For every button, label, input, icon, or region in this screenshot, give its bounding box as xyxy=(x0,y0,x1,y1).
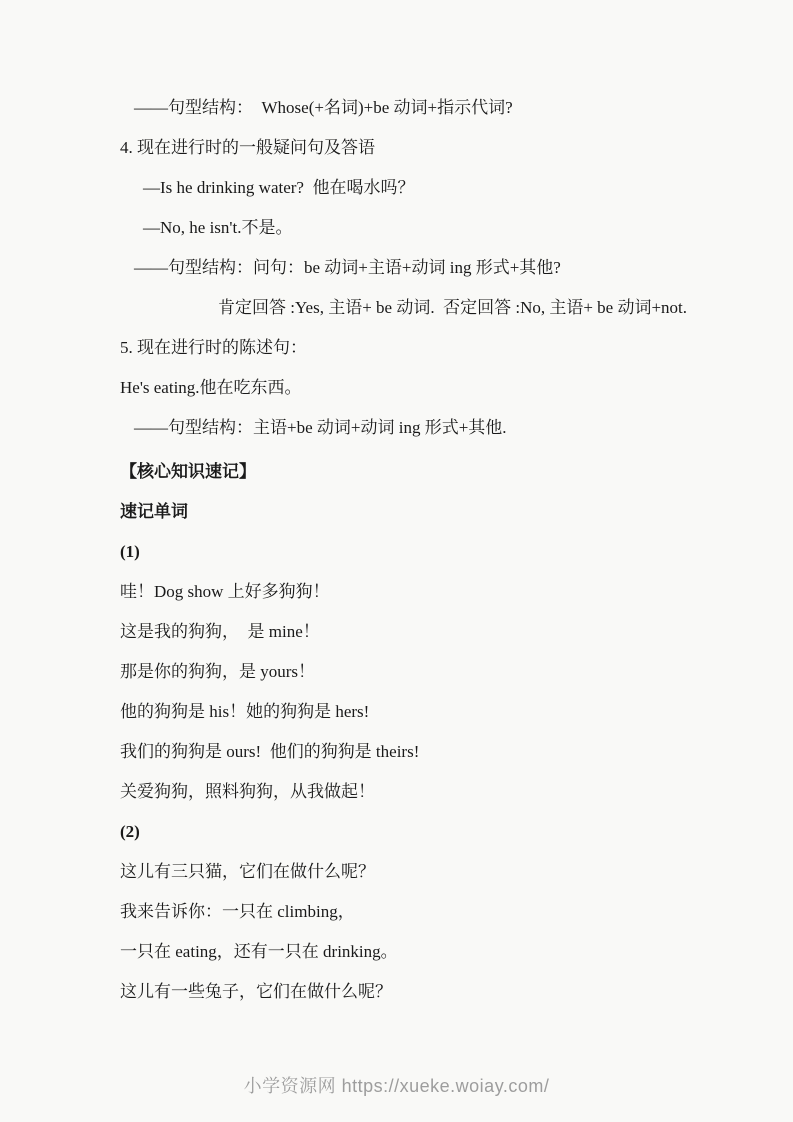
group-label-2: (2) xyxy=(120,822,140,841)
section-title-core-knowledge: 【核心知识速记】 xyxy=(120,462,256,481)
mnemonic-line: 我来告诉你：一只在 climbing， xyxy=(120,902,355,921)
sentence-pattern-statement: ——句型结构：主语+be 动词+动词 ing 形式+其他. xyxy=(134,418,507,437)
sentence-pattern-whose: ——句型结构： Whose(+名词)+be 动词+指示代词? xyxy=(134,98,513,117)
mnemonic-line: 一只在 eating，还有一只在 drinking。 xyxy=(120,942,398,961)
mnemonic-line: 那是你的狗狗，是 yours！ xyxy=(120,662,316,681)
mnemonic-line: 关爱狗狗，照料狗狗，从我做起！ xyxy=(120,782,375,801)
mnemonic-line: 哇！Dog show 上好多狗狗！ xyxy=(120,582,330,601)
mnemonic-line: 这是我的狗狗， 是 mine！ xyxy=(120,622,320,641)
mnemonic-line: 这儿有三只猫，它们在做什么呢？ xyxy=(120,862,375,881)
mnemonic-line: 他的狗狗是 his！她的狗狗是 hers! xyxy=(120,702,370,721)
mnemonic-line: 我们的狗狗是 ours! 他们的狗狗是 theirs! xyxy=(120,742,420,761)
example-question: —Is he drinking water? 他在喝水吗？ xyxy=(143,178,415,197)
watermark-footer: 小学资源网 https://xueke.woiay.com/ xyxy=(243,1076,550,1096)
document-body xyxy=(120,98,705,1022)
example-statement: He's eating.他在吃东西。 xyxy=(120,378,302,397)
group-label-1: (1) xyxy=(120,542,140,561)
sentence-pattern-question: ——句型结构：问句：be 动词+主语+动词 ing 形式+其他? xyxy=(134,258,561,277)
answer-patterns: 肯定回答 :Yes, 主语+ be 动词. 否定回答 :No, 主语+ be 动词+not. xyxy=(218,298,688,317)
heading-item-4: 4. 现在进行时的一般疑问句及答语 xyxy=(120,138,375,157)
heading-item-5: 5. 现在进行时的陈述句： xyxy=(120,338,307,357)
subsection-title-words: 速记单词 xyxy=(120,502,188,521)
example-answer: —No, he isn't.不是。 xyxy=(143,218,293,237)
mnemonic-line: 这儿有一些兔子，它们在做什么呢？ xyxy=(120,982,392,1001)
